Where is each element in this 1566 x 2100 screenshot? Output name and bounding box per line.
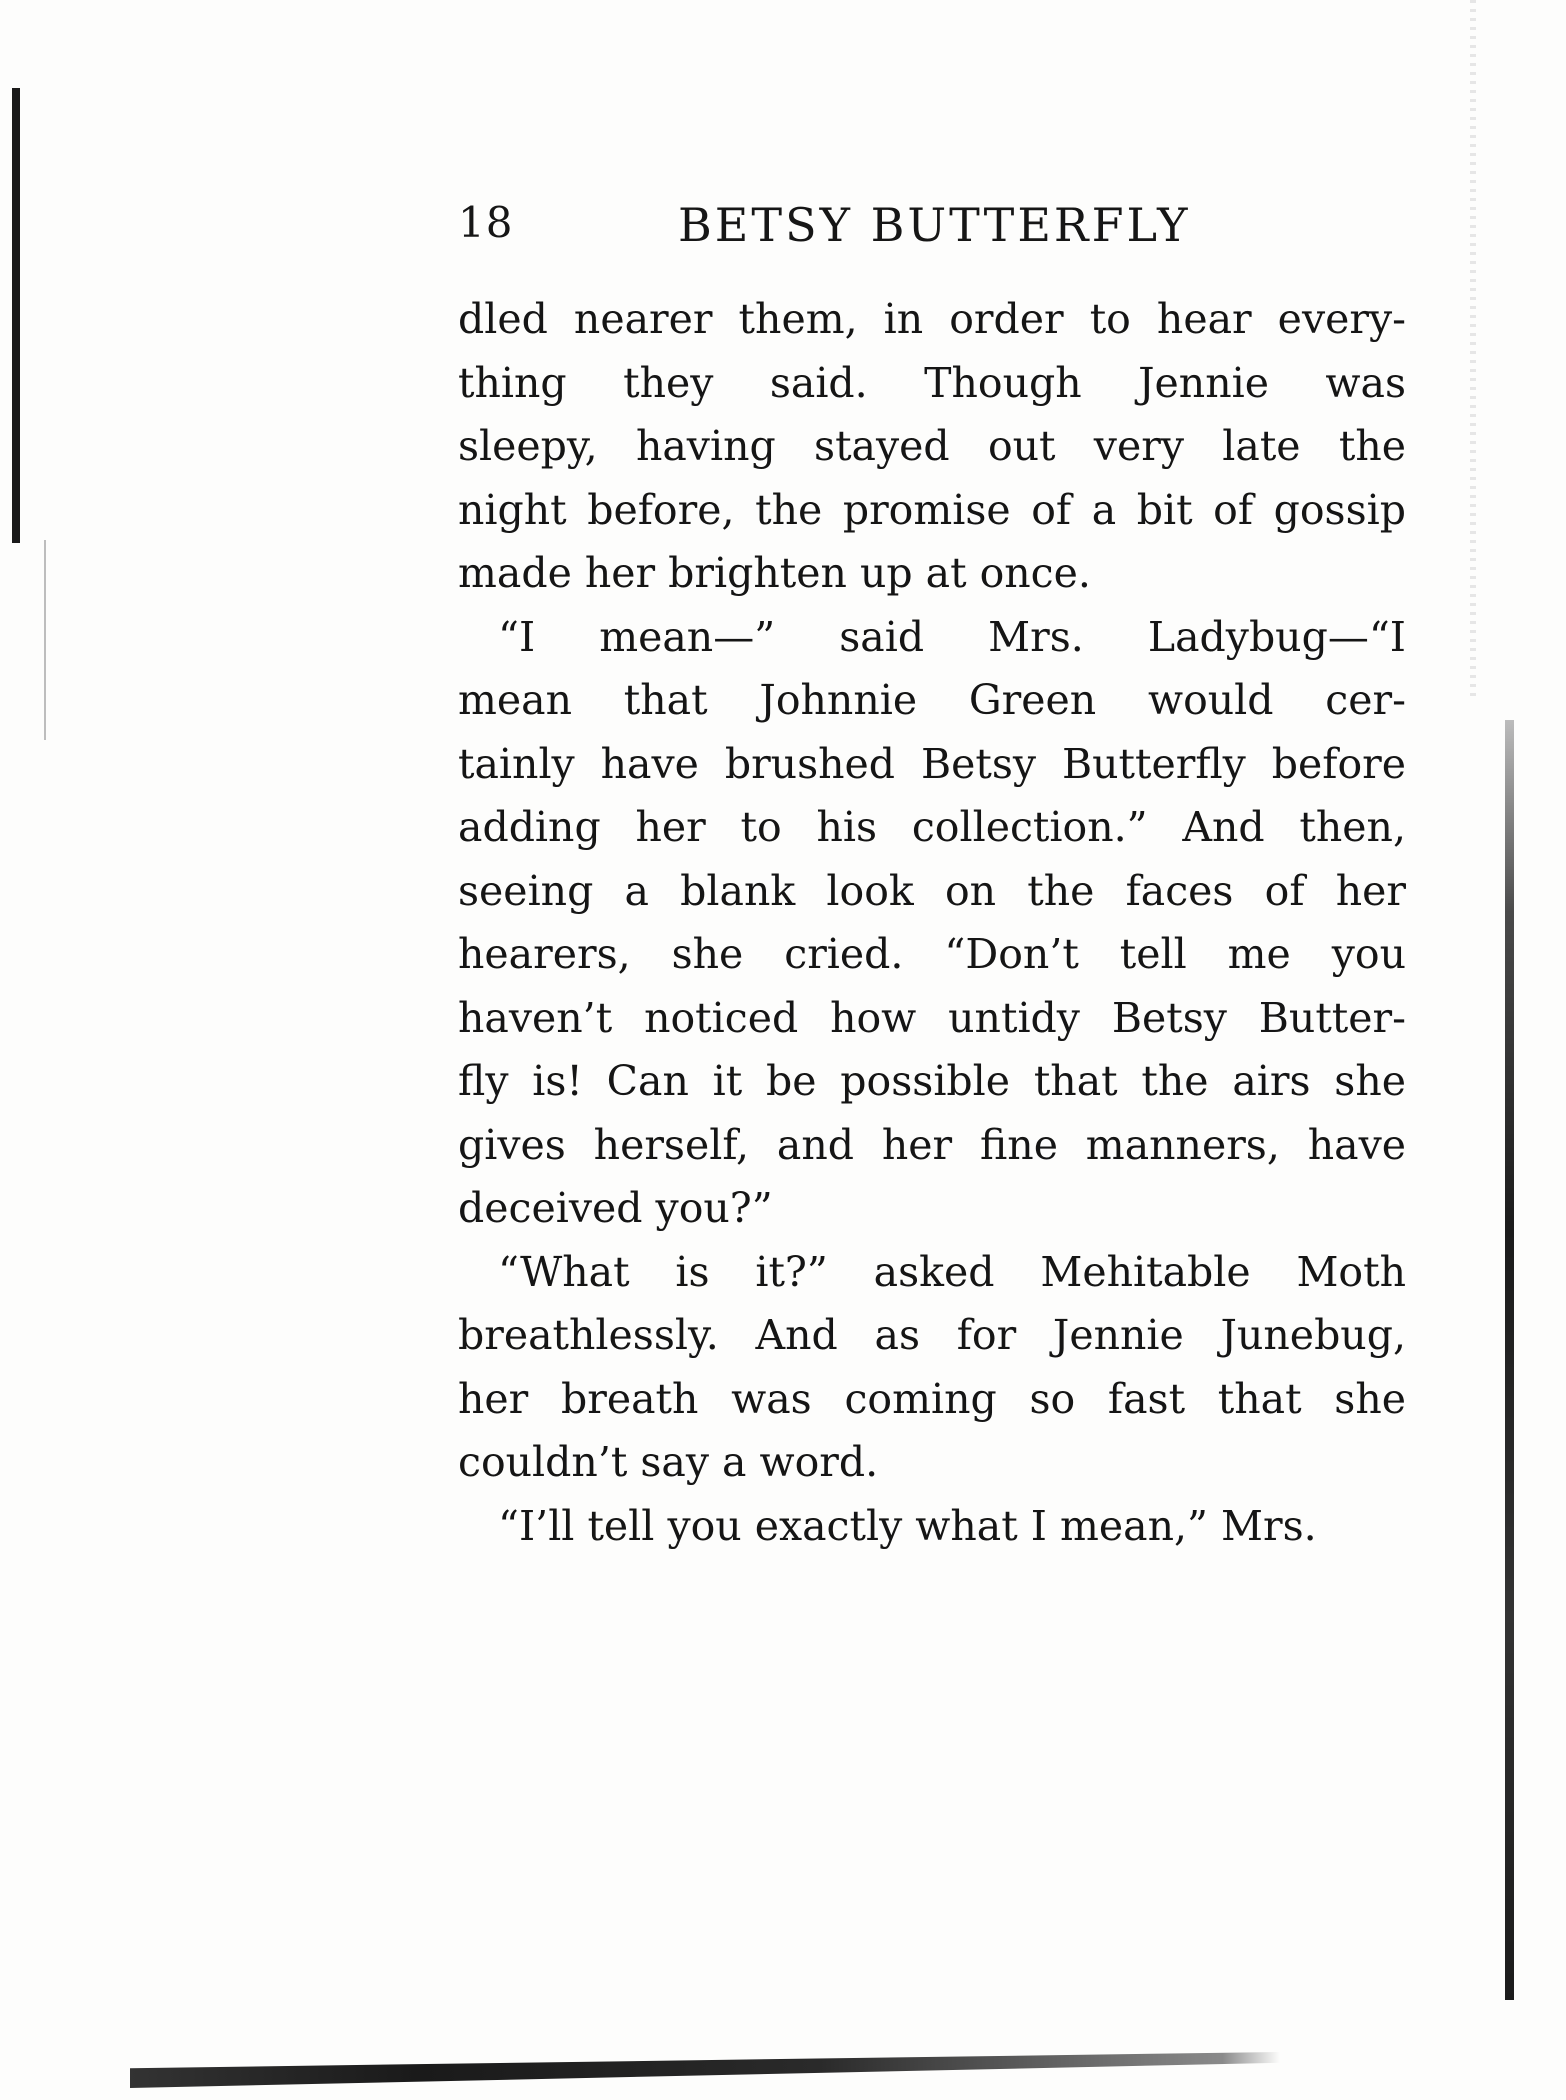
text-line: adding her to his collection.” And then, <box>458 803 1406 851</box>
scan-edge-mark-bottom <box>130 2052 1280 2088</box>
text-line: “I’ll tell you exactly what I mean,” Mrs. <box>498 1501 1317 1550</box>
scan-edge-mark-left <box>12 88 20 543</box>
text-line: thing they said. Though Jennie was <box>458 358 1406 407</box>
text-line: deceived you?” <box>458 1184 773 1232</box>
running-title: BETSY BUTTERFLY <box>678 198 1191 252</box>
text-line: breathlessly. And as for Jennie Junebug, <box>458 1311 1406 1359</box>
text-line: hearers, she cried. “Don’t tell me you <box>458 930 1406 978</box>
text-line: fly is! Can it be possible that the airs she <box>458 1057 1406 1105</box>
scan-edge-mark-right <box>1505 720 1514 2000</box>
text-line: couldn’t say a word. <box>458 1438 879 1486</box>
text-line: tainly have brushed Betsy Butterfly before <box>458 739 1406 788</box>
body-text <box>458 288 1406 1558</box>
text-line: seeing a blank look on the faces of her <box>458 866 1406 915</box>
text-line: sleepy, having stayed out very late the <box>458 422 1406 470</box>
text-line: “I mean—” said Mrs. Ladybug—“I <box>498 612 1406 661</box>
text-line: mean that Johnnie Green would cer- <box>458 676 1406 724</box>
text-line: gives herself, and her fine manners, have <box>458 1120 1406 1169</box>
page-number: 18 <box>458 198 514 247</box>
text-line: haven’t noticed how untidy Betsy Butter- <box>458 993 1406 1042</box>
text-line: made her brighten up at once. <box>458 549 1091 597</box>
text-line: dled nearer them, in order to hear every- <box>458 295 1406 343</box>
page-header <box>458 198 1408 262</box>
text-line: “What is it?” asked Mehitable Moth <box>498 1247 1406 1296</box>
text-line: her breath was coming so fast that she <box>458 1374 1406 1423</box>
scan-speckle-right <box>1470 0 1476 700</box>
scan-edge-mark-left-thin <box>44 540 46 740</box>
text-line: night before, the promise of a bit of gossip <box>458 485 1406 534</box>
